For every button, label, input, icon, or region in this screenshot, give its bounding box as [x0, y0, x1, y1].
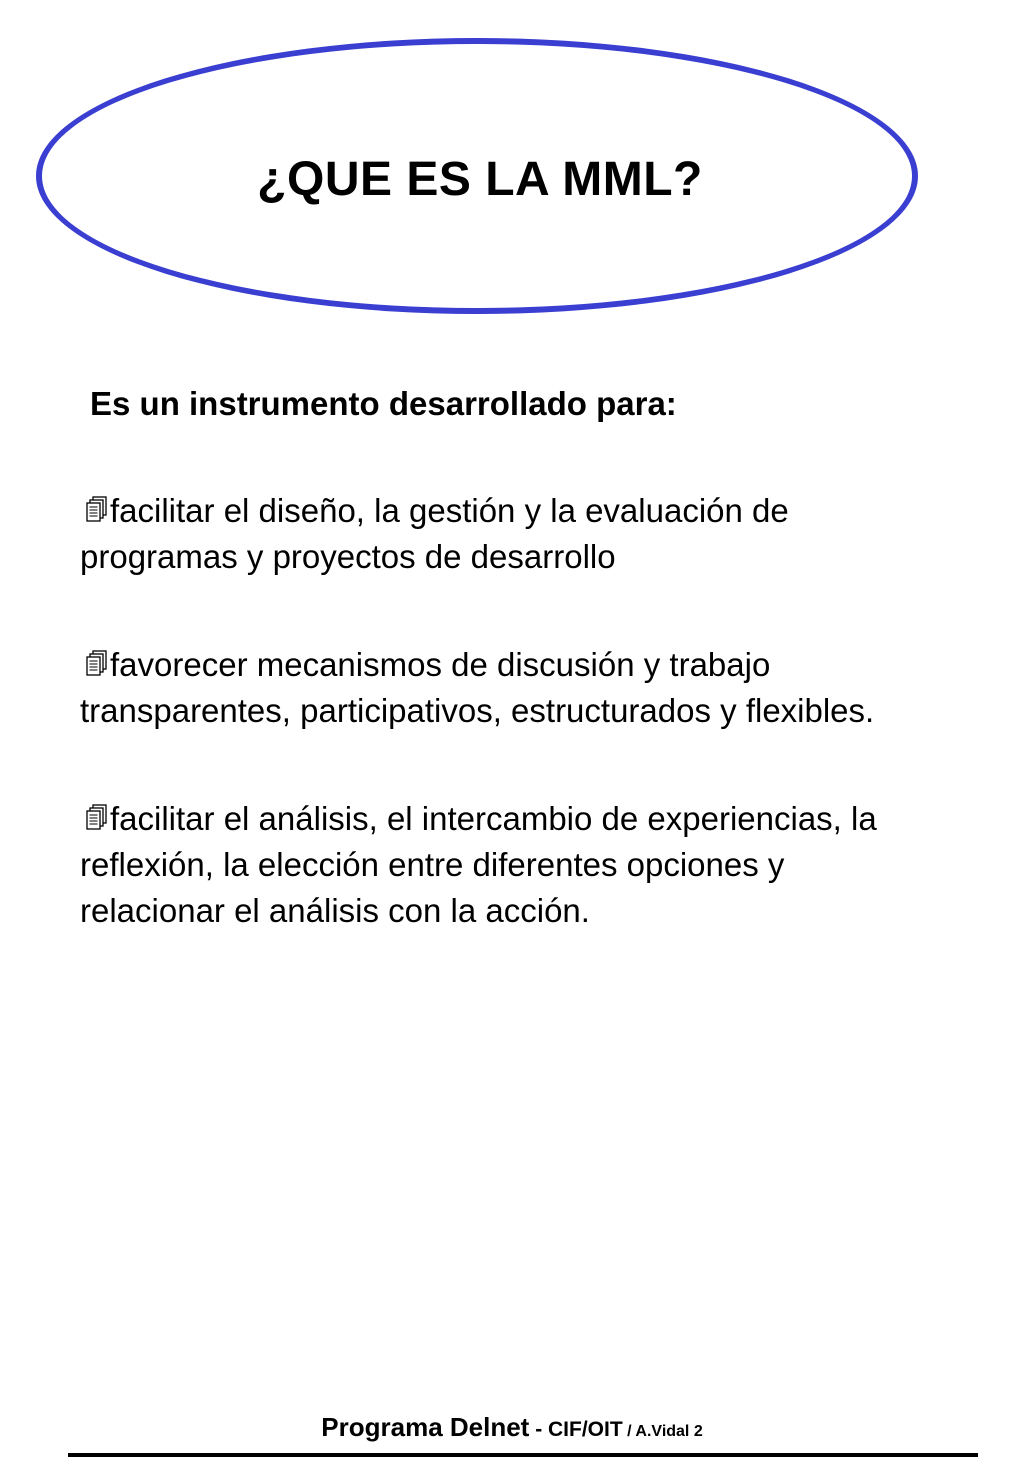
- footer-program: Programa Delnet: [321, 1412, 530, 1442]
- document-stack-icon: [84, 650, 108, 680]
- bullet-list: [80, 488, 930, 996]
- document-stack-icon: [84, 804, 108, 834]
- bullet-text: facilitar el análisis, el intercambio de experiencias, la reflexión, la elección entre diferentes opciones y relacionar el análisis con la acción.: [80, 800, 877, 929]
- document-stack-icon: [84, 496, 108, 526]
- footer: [0, 1412, 1024, 1443]
- bullet-item: [80, 796, 930, 934]
- bullet-item: [80, 642, 930, 734]
- footer-org: - CIF/OIT: [529, 1418, 623, 1441]
- page-title: ¿QUE ES LA MML?: [257, 153, 703, 206]
- footer-author: / A.Vidal 2: [622, 1423, 703, 1440]
- footer-divider: [68, 1453, 978, 1457]
- bullet-text: favorecer mecanismos de discusión y trabajo transparentes, participativos, estructurados y flexibles.: [80, 646, 875, 729]
- bullet-item: [80, 488, 930, 580]
- bullet-text: facilitar el diseño, la gestión y la evaluación de programas y proyectos de desarrollo: [80, 492, 789, 575]
- intro-text: Es un instrumento desarrollado para:: [90, 385, 677, 422]
